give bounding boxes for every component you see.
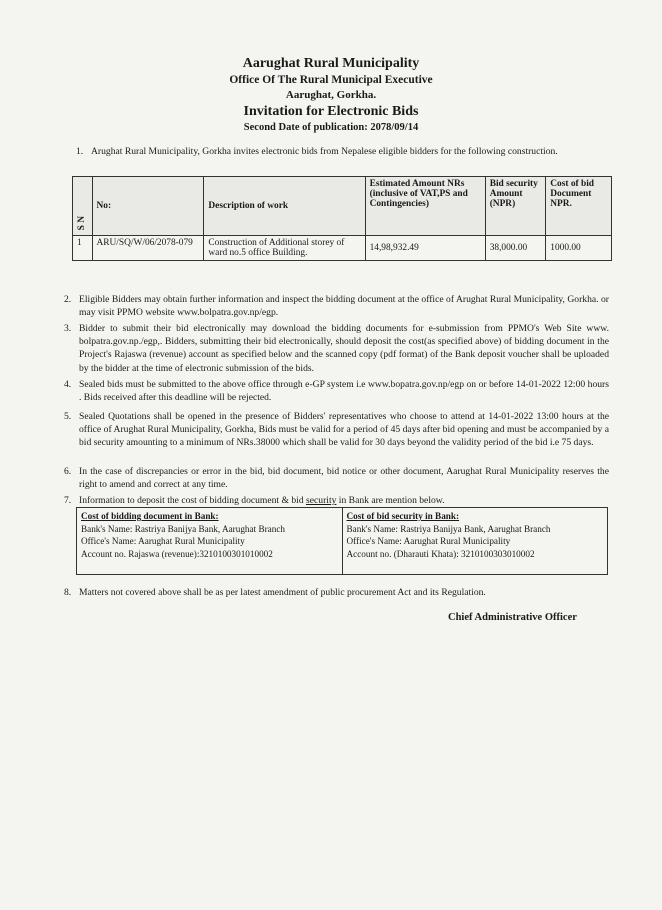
- bidding-document-account: Account no. Rajaswa (revenue):3210100301010002: [81, 548, 273, 559]
- bid-security-bank-cell: [342, 508, 608, 575]
- bidding-document-bank-title: Cost of bidding document in Bank:: [81, 511, 219, 521]
- publication-date: Second Date of publication: 2078/09/14: [243, 122, 419, 133]
- bidding-document-bank-cell: [77, 508, 343, 575]
- municipality-name: Aarughat Rural Municipality: [242, 56, 420, 71]
- para-7-number: 7.: [64, 495, 72, 506]
- para-2-number: 2.: [64, 294, 72, 305]
- para-1-text: Arughat Rural Municipality, Gorkha invites electronic bids from Nepalese eligible bidders for the following construction.: [91, 146, 558, 157]
- bid-table: [72, 176, 612, 261]
- para-5-text: Sealed Quotations shall be opened in the presence of Bidders' representatives who choose to attend at 14-01-2022 13:00 hours at the office of Arughat Rural Municipality, Gorkha, Bids must be valid for a period of 45 days after bid opening and must be accompanied by a bid security amounting to a minimum of NRs.38000 which shall be valid for 30 days beyond the validity period of the bid i.e 75 days.: [79, 411, 609, 449]
- cell-sn: 1: [73, 236, 93, 261]
- header-description: Description of work: [204, 177, 365, 236]
- header-security: Bid security Amount (NPR): [485, 177, 546, 236]
- header-sn: [73, 177, 93, 236]
- para-4-text: Sealed bids must be submitted to the above office through e-GP system i.e www.bopatra.gov.np/egp on or before 14-01-2022 12:00 hours . Bids received after this deadline will be rejected.: [79, 379, 609, 404]
- para-8-number: 8.: [64, 587, 72, 598]
- para-3-text: Bidder to submit their bid electronically may download the bidding documents for e-submission from PPMO's Web Site www. bolpatra.gov.np./egp,. Bidders, submitting their bid electronically, should deposit the cost(as specified above) of bidding document in the Project's Rajaswa (revenue) account as specified below and the scanned copy (pdf format) of the Bank deposit voucher shall be uploaded by the bidder at the time of electronic submission of the bids.: [79, 323, 609, 374]
- header-no: No:: [92, 177, 204, 236]
- bid-security-account: Account no. (Dharauti Khata): 3210100303010002: [346, 548, 535, 559]
- office-address: Aarughat, Gorkha.: [285, 89, 377, 101]
- bank-info-table: [76, 507, 608, 575]
- para-7-text-underlined: security: [306, 495, 337, 506]
- bid-security-bank-title: Cost of bid security in Bank:: [346, 511, 460, 521]
- bank-info-row: [77, 508, 608, 575]
- para-5-number: 5.: [64, 411, 72, 422]
- para-2-text: Eligible Bidders may obtain further information and inspect the bidding document at the office of Arughat Rural Municipality, Gorkha. or may visit PPMO website www.bolpatra.gov.np/egp.: [79, 294, 609, 319]
- header-amount: Estimated Amount NRs (inclusive of VAT,PS and Contingencies): [365, 177, 485, 236]
- bid-table-header-row: [73, 177, 612, 236]
- para-6-text: In the case of discrepancies or error in the bid, bid document, bid notice or other document, Aarughat Rural Municipality reserves the right to amend and correct at any time.: [79, 466, 609, 491]
- bid-security-bank-name: Bank's Name: Rastriya Banijya Bank, Aarughat Branch: [346, 523, 551, 534]
- signature-title: Chief Administrative Officer: [448, 612, 577, 623]
- cell-cost: 1000.00: [546, 236, 612, 261]
- cell-amount: 14,98,932.49: [365, 236, 485, 261]
- cell-security: 38,000.00: [485, 236, 546, 261]
- header-sn-label: S N: [77, 215, 87, 230]
- cell-description: Construction of Additional storey of ward no.5 office Building.: [204, 236, 365, 261]
- table-row: [73, 236, 612, 261]
- notice-title: Invitation for Electronic Bids: [243, 104, 419, 119]
- cell-no: ARU/SQ/W/06/2078-079: [92, 236, 204, 261]
- para-3-number: 3.: [64, 323, 72, 334]
- office-name: Office Of The Rural Municipal Executive: [229, 74, 433, 86]
- para-6-number: 6.: [64, 466, 72, 477]
- para-7-text-end: in Bank are mention below.: [336, 495, 445, 506]
- para-8-text: Matters not covered above shall be as per latest amendment of public procurement Act and its Regulation.: [79, 587, 486, 598]
- bid-security-office-name: Office's Name: Aarughat Rural Municipality: [346, 536, 511, 547]
- para-7-text-start: Information to deposit the cost of bidding document & bid: [79, 495, 307, 506]
- para-7-text: [79, 494, 609, 507]
- para-1-number: 1.: [76, 146, 84, 157]
- bidding-document-office-name: Office's Name: Aarughat Rural Municipality: [81, 536, 245, 547]
- header-cost: Cost of bid Document NPR.: [546, 177, 612, 236]
- para-4-number: 4.: [64, 379, 72, 390]
- bidding-document-bank-name: Bank's Name: Rastriya Banijya Bank, Aarughat Branch: [81, 523, 285, 534]
